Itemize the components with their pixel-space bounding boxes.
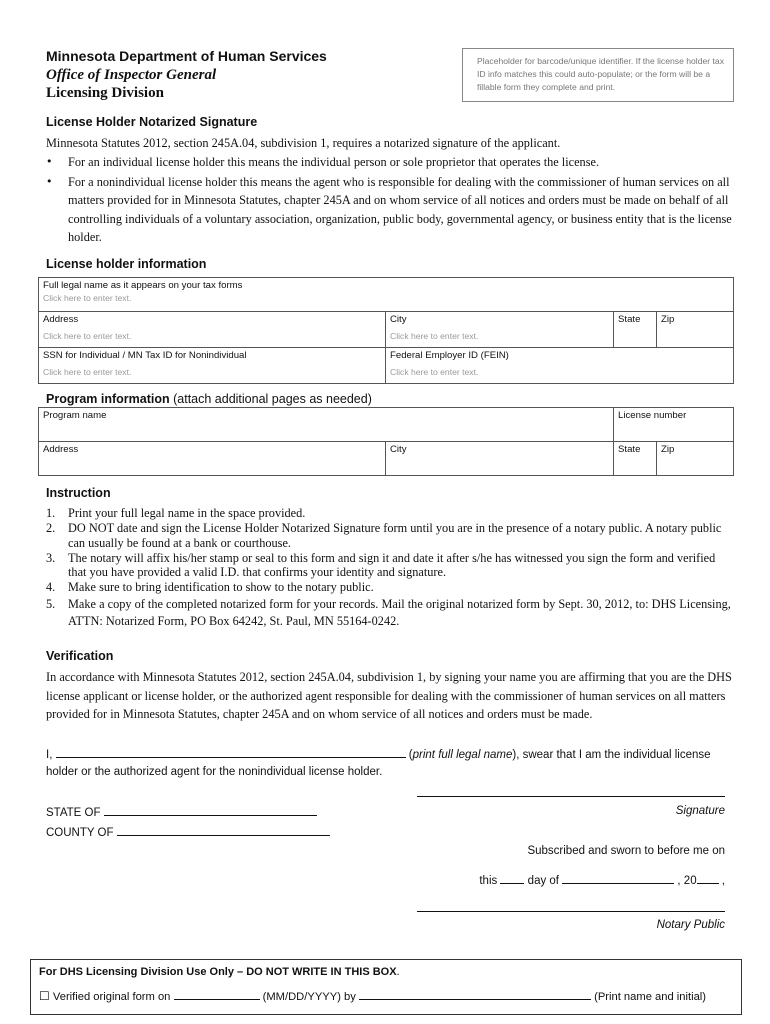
print-name-line[interactable] xyxy=(56,746,406,758)
city-field[interactable] xyxy=(386,312,614,348)
license-number-field[interactable] xyxy=(614,408,734,442)
signature-intro: Minnesota Statutes 2012, section 245A.04, subdivision 1, requires a notarized signature of the applicant. xyxy=(46,136,561,150)
swear-line: I, (print full legal name), swear that I am the individual license xyxy=(46,746,736,761)
program-city-field[interactable] xyxy=(386,442,614,476)
full-name-placeholder: Click here to enter text. xyxy=(43,293,132,303)
verified-checkbox-icon[interactable]: ☐ xyxy=(39,989,50,1003)
city-label: City xyxy=(390,314,407,325)
ssn-field[interactable] xyxy=(39,348,386,384)
dhs-box-title: For DHS Licensing Division Use Only – DO NOT WRITE IN THIS BOX. xyxy=(39,966,400,978)
instruction-item: 5. Make a copy of the completed notarized form for your records. Mail the original notarized form by Sept. 30, 2012, to: DHS Licensing, ATTN: Notarized Form, PO Box 64242, St. Paul, MN 55164-0242. xyxy=(46,596,731,628)
subscribed-text: Subscribed and sworn to before me on xyxy=(527,845,725,857)
month-line[interactable] xyxy=(562,873,674,884)
state-of-line[interactable] xyxy=(104,805,317,816)
state-field[interactable] xyxy=(614,312,657,348)
dhs-box-verified-row: ☐ Verified original form on (MM/DD/YYYY) by (Print name and initial) xyxy=(39,989,707,1003)
program-zip-label: Zip xyxy=(661,444,675,455)
license-number-label: License number xyxy=(618,410,687,421)
instruction-item: 2. DO NOT date and sign the License Holder Notarized Signature form until you are in the presence of a notary public. A notary public can usually be found at a bank or courthouse. xyxy=(46,521,722,550)
program-name-label: Program name xyxy=(43,410,107,421)
department-name: Minnesota Department of Human Services xyxy=(46,48,327,64)
division-name: Licensing Division xyxy=(46,85,164,101)
bullet-individual: • For an individual license holder this means the individual person or sole proprietor that operates the license. xyxy=(46,153,736,172)
bullet-nonindividual: • For a nonindividual license holder this means the agent who is responsible for dealing with the commissioner of human services on all matters provided for in Minnesota Statutes, chapter 245A and on whom service of all notices and orders must be made on behalf of all controlling individuals of a voluntary association, organization, public body, governmental agency, or business entity that is the license holder. xyxy=(46,173,736,247)
license-holder-table xyxy=(38,277,734,384)
fein-label: Federal Employer ID (FEIN) xyxy=(390,350,509,361)
program-title: Program information xyxy=(46,392,170,406)
swear-line-2: holder or the authorized agent for the nonindividual license holder. xyxy=(46,766,383,778)
fein-field[interactable] xyxy=(386,348,734,384)
fein-placeholder: Click here to enter text. xyxy=(390,367,479,377)
print-name-note: print full legal name xyxy=(412,749,513,761)
address-label: Address xyxy=(43,314,79,325)
signature-line[interactable] xyxy=(417,796,725,797)
license-holder-title: License holder information xyxy=(46,257,207,271)
zip-field[interactable] xyxy=(657,312,734,348)
program-state-field[interactable] xyxy=(614,442,657,476)
program-city-label: City xyxy=(390,444,407,455)
zip-label: Zip xyxy=(661,314,675,325)
program-address-field[interactable] xyxy=(39,442,386,476)
verified-date-line[interactable] xyxy=(174,989,260,1000)
verification-text: In accordance with Minnesota Statutes 2012, section 245A.04, subdivision 1, by signing your name you are affirming that you are the DHS license applicant or license holder, or the authorized agent responsible for dealing with the commissioner of human services on all matters provided for in Minnesota Statutes, chapter 245A and on whom service of all notices and orders must be made. xyxy=(46,670,732,721)
program-zip-field[interactable] xyxy=(657,442,734,476)
program-name-field[interactable] xyxy=(39,408,614,442)
office-name: Office of Inspector General xyxy=(46,67,217,83)
state-label: State xyxy=(618,314,641,325)
notary-label: Notary Public xyxy=(656,919,725,931)
county-of-row: COUNTY OF xyxy=(46,825,330,839)
address-placeholder: Click here to enter text. xyxy=(43,331,132,341)
barcode-placeholder-box: Placeholder for barcode/unique identifier. If the license holder tax ID info matches this could auto-populate; or the form will be a fillable form they complete and print. xyxy=(462,48,734,102)
instruction-item: 4. Make sure to bring identification to show to the notary public. xyxy=(46,580,374,595)
signature-label: Signature xyxy=(675,805,725,817)
city-placeholder: Click here to enter text. xyxy=(390,331,479,341)
address-field[interactable] xyxy=(39,312,386,348)
instruction-item: 3. The notary will affix his/her stamp or seal to this form and sign it and date it after s/he has witnessed you sign the form and verified that you have provided a valid I.D. that confirms your identity and signature. xyxy=(46,550,716,580)
program-section-title xyxy=(46,392,372,406)
program-title-note: (attach additional pages as needed) xyxy=(173,392,372,406)
program-table xyxy=(38,407,734,476)
year-line[interactable] xyxy=(697,873,719,884)
instruction-item: 1. Print your full legal name in the space provided. xyxy=(46,506,306,520)
program-address-label: Address xyxy=(43,444,79,455)
date-row: this day of , 20 , xyxy=(479,875,725,887)
instruction-title: Instruction xyxy=(46,486,111,500)
ssn-label: SSN for Individual / MN Tax ID for Nonindividual xyxy=(43,350,247,361)
program-state-label: State xyxy=(618,444,641,455)
signature-section-title: License Holder Notarized Signature xyxy=(46,115,258,129)
verified-by-line[interactable] xyxy=(359,989,591,1000)
dhs-use-only-box xyxy=(30,959,742,1015)
instruction-list xyxy=(46,506,736,630)
state-of-row: STATE OF xyxy=(46,805,317,819)
ssn-placeholder: Click here to enter text. xyxy=(43,367,132,377)
full-name-label: Full legal name as it appears on your tax forms xyxy=(43,280,243,291)
day-line[interactable] xyxy=(500,873,524,884)
verification-title: Verification xyxy=(46,649,114,663)
notary-line[interactable] xyxy=(417,911,725,912)
full-name-field[interactable] xyxy=(39,278,734,312)
signature-bullets xyxy=(46,153,736,248)
county-of-line[interactable] xyxy=(117,825,330,836)
